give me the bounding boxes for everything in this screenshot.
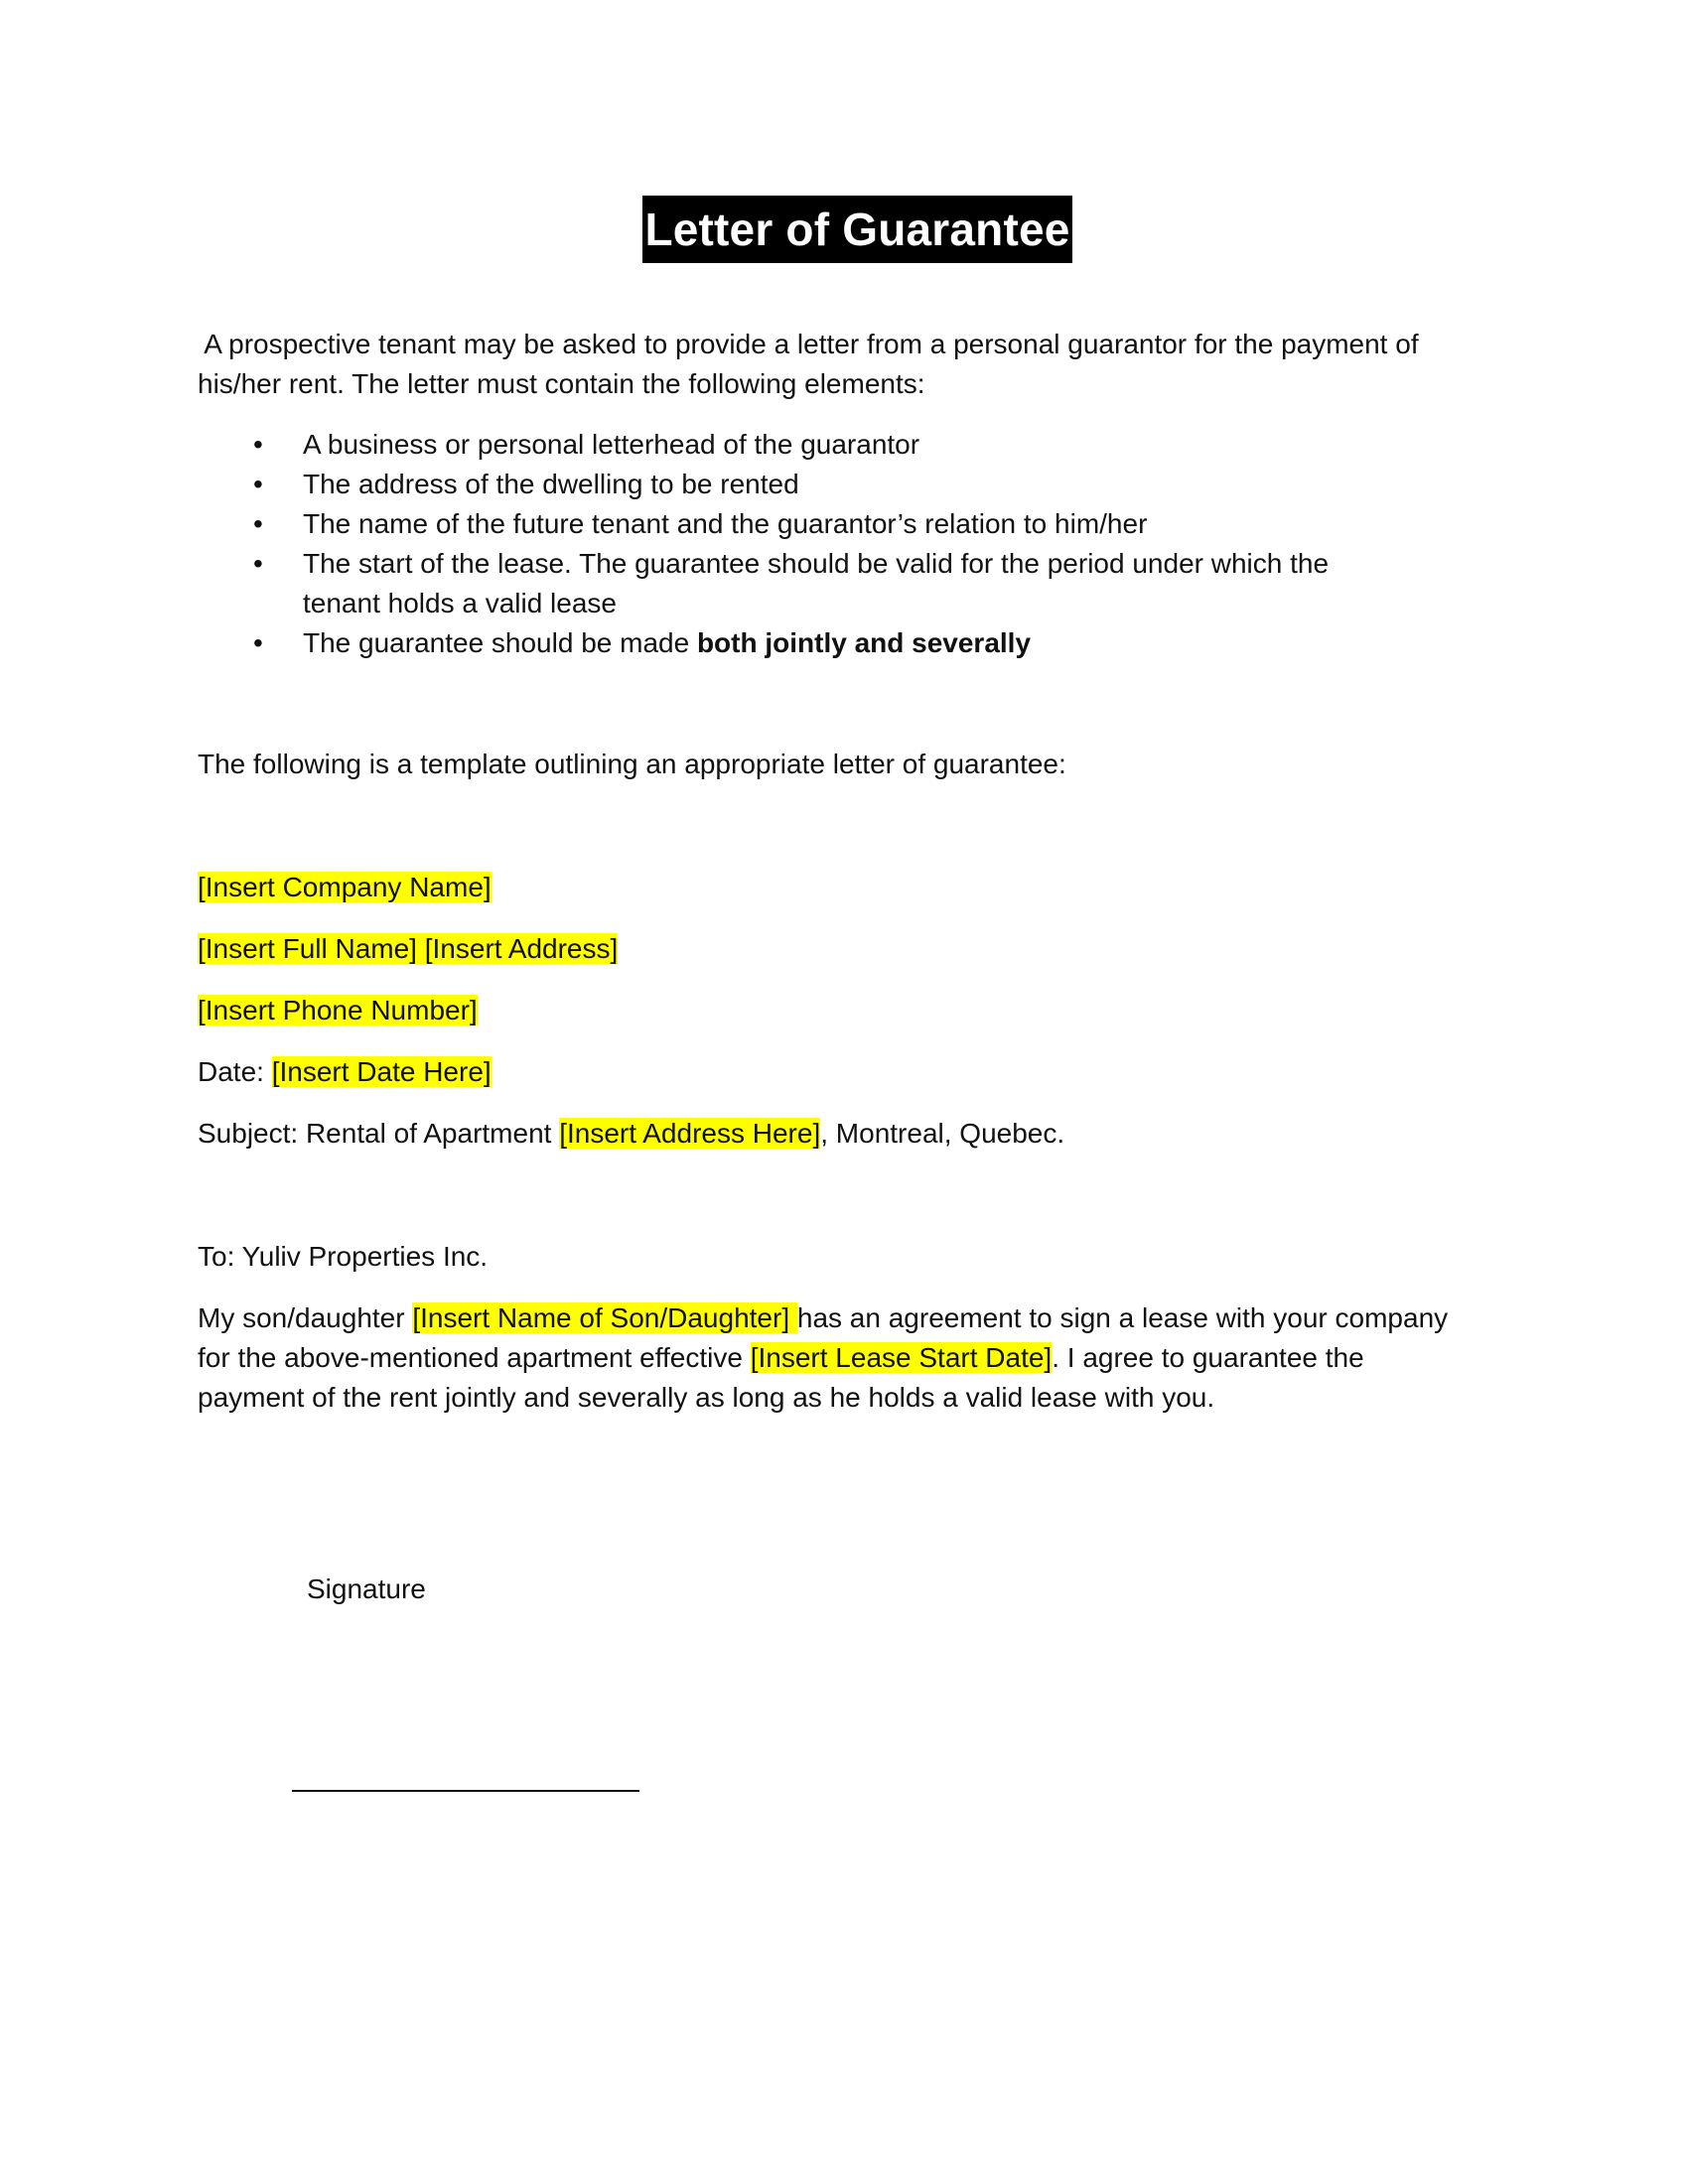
list-item-text: The guarantee should be made xyxy=(303,627,697,658)
list-item xyxy=(198,465,1389,504)
date-line xyxy=(198,1052,1488,1092)
list-item xyxy=(198,425,1389,465)
address-placeholder: [Insert Address] xyxy=(424,933,619,964)
body-paragraph xyxy=(198,1298,1488,1418)
bullet-icon: • xyxy=(253,469,263,499)
intro-paragraph xyxy=(198,325,1469,404)
signature-line xyxy=(292,1790,639,1792)
body-text: has an agreement to sign a lease with your company xyxy=(796,1302,1449,1333)
list-item-text-continued: tenant holds a valid lease xyxy=(303,588,617,618)
list-item-text: The address of the dwelling to be rented xyxy=(303,469,799,499)
subject-line xyxy=(198,1114,1488,1154)
list-item-text: The start of the lease. The guarantee should be valid for the period under which the xyxy=(303,548,1330,579)
phone-line xyxy=(198,991,1488,1030)
to-line: To: Yuliv Properties Inc. xyxy=(198,1241,489,1272)
company-name-line xyxy=(198,868,1488,907)
body-line-3: payment of the rent jointly and severally as long as he holds a valid lease with you. xyxy=(198,1382,1215,1413)
bullet-icon: • xyxy=(253,508,263,539)
bullet-icon: • xyxy=(253,548,263,579)
list-item-bold-text: both jointly and severally xyxy=(696,627,1032,658)
company-name-placeholder: [Insert Company Name] xyxy=(198,872,492,902)
body-line-1 xyxy=(198,1298,1488,1338)
body-text: My son/daughter xyxy=(198,1302,413,1333)
body-text: . I agree to guarantee the xyxy=(1052,1342,1364,1373)
list-item-text: The name of the future tenant and the guarantor’s relation to him/her xyxy=(303,508,1148,539)
document-title: Letter of Guarantee xyxy=(642,196,1071,263)
signature-label: Signature xyxy=(307,1573,426,1604)
child-name-placeholder: [Insert Name of Son/Daughter] xyxy=(412,1302,797,1333)
subject-address-placeholder: [Insert Address Here] xyxy=(559,1118,821,1149)
template-intro: The following is a template outlining an appropriate letter of guarantee: xyxy=(198,749,1066,779)
phone-placeholder: [Insert Phone Number] xyxy=(198,995,478,1025)
bullet-icon: • xyxy=(253,627,263,658)
intro-line-1: A prospective tenant may be asked to provide a letter from a personal guarantor for the payment of xyxy=(198,329,1419,359)
date-label: Date: xyxy=(198,1056,272,1087)
list-item-text: A business or personal letterhead of the guarantor xyxy=(303,429,920,460)
intro-line-2: his/her rent. The letter must contain the following elements: xyxy=(198,368,925,399)
body-line-2 xyxy=(198,1338,1488,1378)
list-item xyxy=(198,504,1389,544)
subject-tail: , Montreal, Quebec. xyxy=(820,1118,1065,1149)
list-item xyxy=(198,544,1389,623)
date-placeholder: [Insert Date Here] xyxy=(271,1056,492,1087)
lease-date-placeholder: [Insert Lease Start Date] xyxy=(750,1342,1053,1373)
name-address-line xyxy=(198,929,1488,969)
requirements-list xyxy=(198,425,1389,663)
title-container xyxy=(0,196,1688,263)
subject-label: Subject: Rental of Apartment xyxy=(198,1118,560,1149)
body-text: for the above-mentioned apartment effective xyxy=(198,1342,751,1373)
list-item xyxy=(198,623,1389,663)
full-name-placeholder: [Insert Full Name] xyxy=(198,933,417,964)
bullet-icon: • xyxy=(253,429,263,460)
